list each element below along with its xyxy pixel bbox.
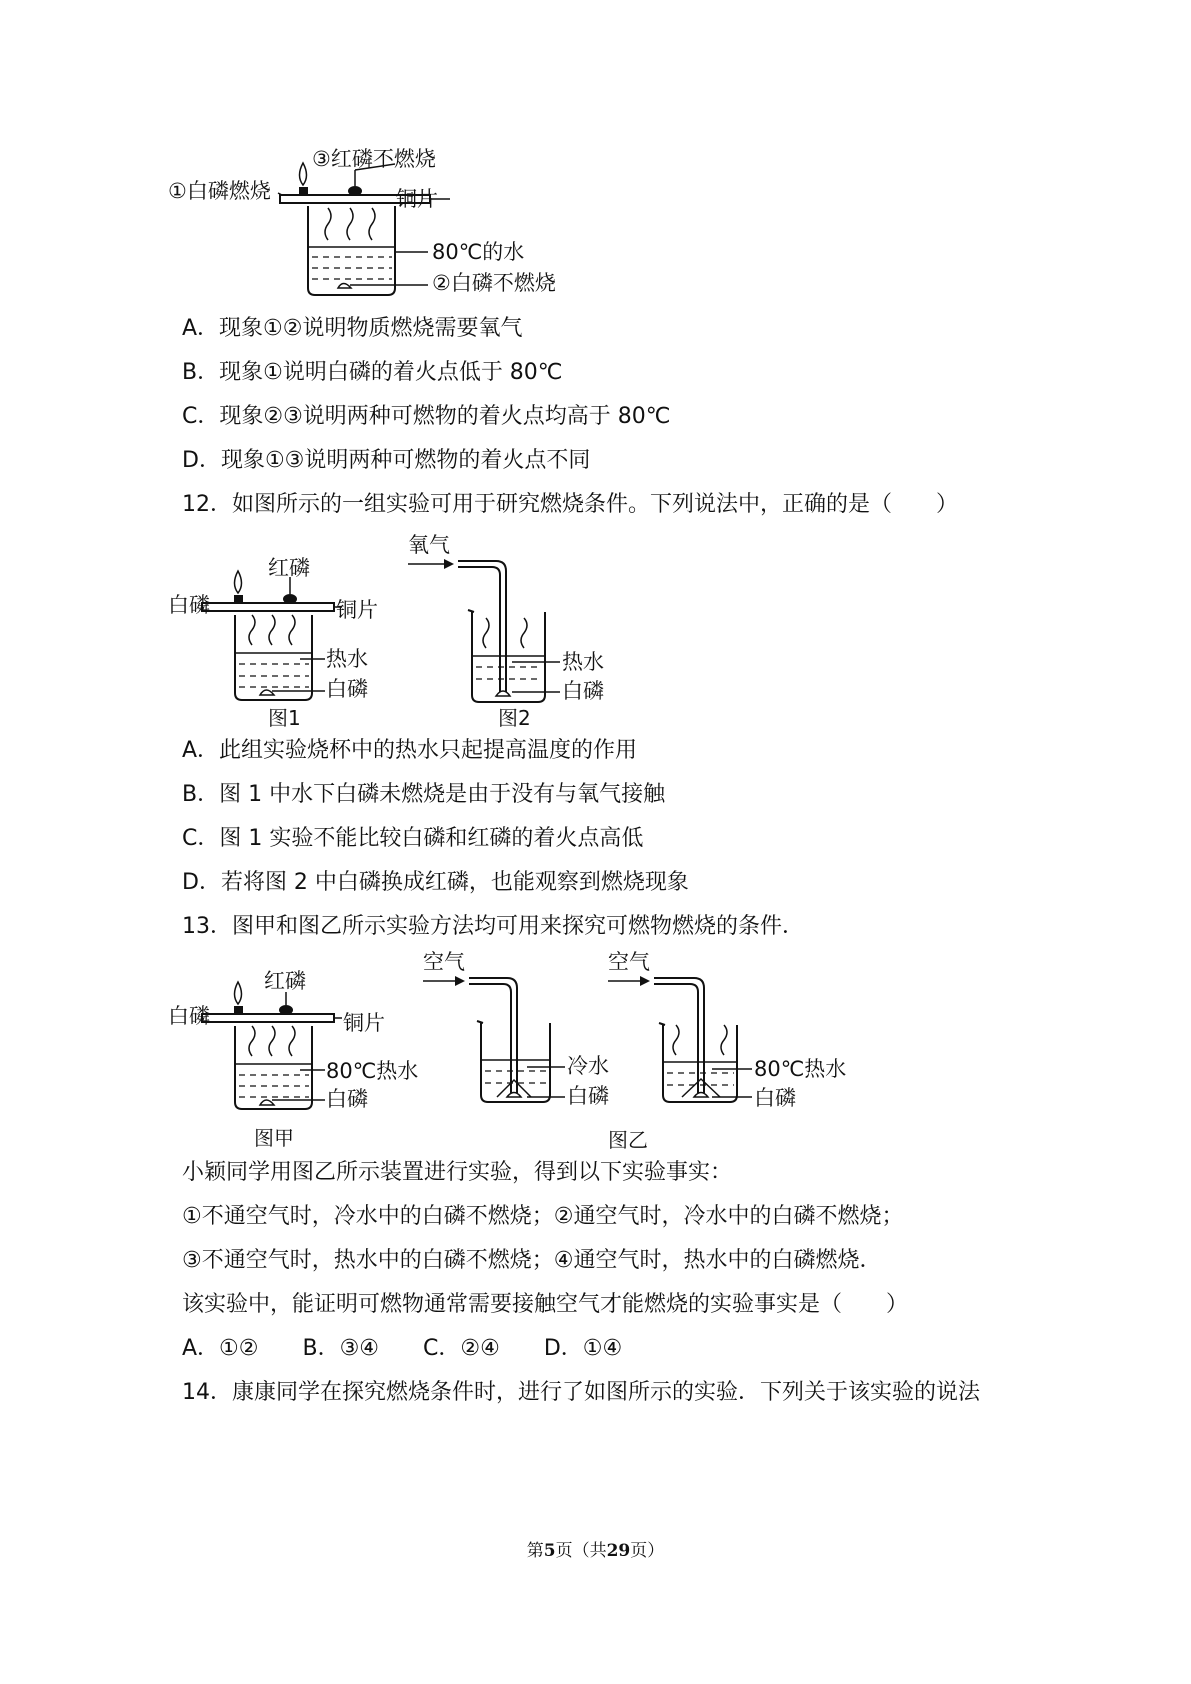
footer-middle: 页（共 [555, 1541, 607, 1561]
label-white-phosphorus-burning: ①白磷燃烧 [168, 179, 271, 203]
q11-option-c: C．现象②③说明两种可燃物的着火点均高于 80℃ [182, 404, 671, 429]
label-red-phosphorus: 红磷 [264, 969, 306, 993]
q13-options: A．①② B．③④ C．②④ D．①④ [182, 1336, 623, 1361]
figure-caption: 图乙 [608, 1128, 648, 1152]
label-oxygen: 氧气 [408, 533, 450, 557]
q12-option-a: A．此组实验烧杯中的热水只起提高温度的作用 [182, 738, 638, 763]
label-hot-water: 热水 [562, 650, 604, 674]
q12-option-d: D．若将图 2 中白磷换成红磷，也能观察到燃烧现象 [182, 870, 689, 895]
q13-figure-yi-hot [600, 945, 870, 1115]
q12-figure-1 [160, 545, 420, 735]
footer-suffix: 页） [630, 1541, 665, 1561]
q13-figure-yi-cold [415, 945, 625, 1115]
q12-option-b: B．图 1 中水下白磷未燃烧是由于没有与氧气接触 [182, 782, 666, 807]
q13-text-line: 小颖同学用图乙所示装置进行实验，得到以下实验事实： [182, 1160, 733, 1185]
q13-text-line: ③不通空气时，热水中的白磷不燃烧；④通空气时，热水中的白磷燃烧． [182, 1248, 882, 1273]
label-red-phosphorus: 红磷 [268, 556, 310, 580]
page-number: 5 [543, 1541, 556, 1561]
label-80c-hot-water: 80℃热水 [326, 1059, 419, 1083]
label-cold-water: 冷水 [567, 1054, 609, 1078]
page-total: 29 [606, 1541, 631, 1561]
label-white-phosphorus: 白磷 [567, 1084, 609, 1108]
label-white-phosphorus: 白磷 [754, 1086, 796, 1110]
q11-option-a: A．现象①②说明物质燃烧需要氧气 [182, 316, 523, 341]
label-white-phosphorus: 白磷 [168, 1004, 210, 1028]
label-red-phosphorus-not-burning: ③红磷不燃烧 [312, 147, 436, 171]
q12-figure-2 [400, 530, 640, 735]
label-white-phosphorus: 白磷 [562, 679, 604, 703]
label-white-phosphorus: 白磷 [168, 593, 210, 617]
q13-stem: 13．图甲和图乙所示实验方法均可用来探究可燃物燃烧的条件． [182, 914, 804, 939]
label-80c-hot-water: 80℃热水 [754, 1057, 847, 1081]
label-underwater-white-phosphorus: ②白磷不燃烧 [432, 271, 556, 295]
label-copper-plate: 铜片 [396, 187, 438, 211]
q14-stem: 14．康康同学在探究燃烧条件时，进行了如图所示的实验．下列关于该实验的说法 [182, 1380, 980, 1405]
q11-option-b: B．现象①说明白磷的着火点低于 80℃ [182, 360, 563, 385]
figure-caption: 图1 [268, 706, 301, 730]
label-copper-plate: 铜片 [336, 598, 378, 622]
q13-text-line: ①不通空气时，冷水中的白磷不燃烧；②通空气时，冷水中的白磷不燃烧； [182, 1204, 904, 1229]
label-white-phosphorus-underwater: 白磷 [326, 677, 368, 701]
q13-text-line: 该实验中，能证明可燃物通常需要接触空气才能燃烧的实验事实是（ ） [182, 1292, 909, 1317]
label-air: 空气 [608, 950, 650, 974]
q13-figure-jia [160, 960, 440, 1160]
q12-stem: 12．如图所示的一组实验可用于研究燃烧条件。下列说法中，正确的是（ ） [182, 492, 958, 517]
footer-prefix: 第 [526, 1541, 544, 1561]
label-hot-water: 热水 [326, 647, 368, 671]
figure-caption: 图甲 [254, 1126, 294, 1150]
label-80c-water: 80℃的水 [432, 240, 525, 264]
q12-option-c: C．图 1 实验不能比较白磷和红磷的着火点高低 [182, 826, 644, 851]
label-copper-plate: 铜片 [343, 1011, 385, 1035]
figure-caption: 图2 [498, 706, 531, 730]
page-footer [0, 1536, 1191, 1561]
label-air: 空气 [423, 950, 465, 974]
q11-diagram [160, 140, 560, 310]
label-white-phosphorus-underwater: 白磷 [326, 1087, 368, 1111]
q13-figure-yi-caption [600, 1125, 680, 1155]
q11-option-d: D．现象①③说明两种可燃物的着火点不同 [182, 448, 591, 473]
